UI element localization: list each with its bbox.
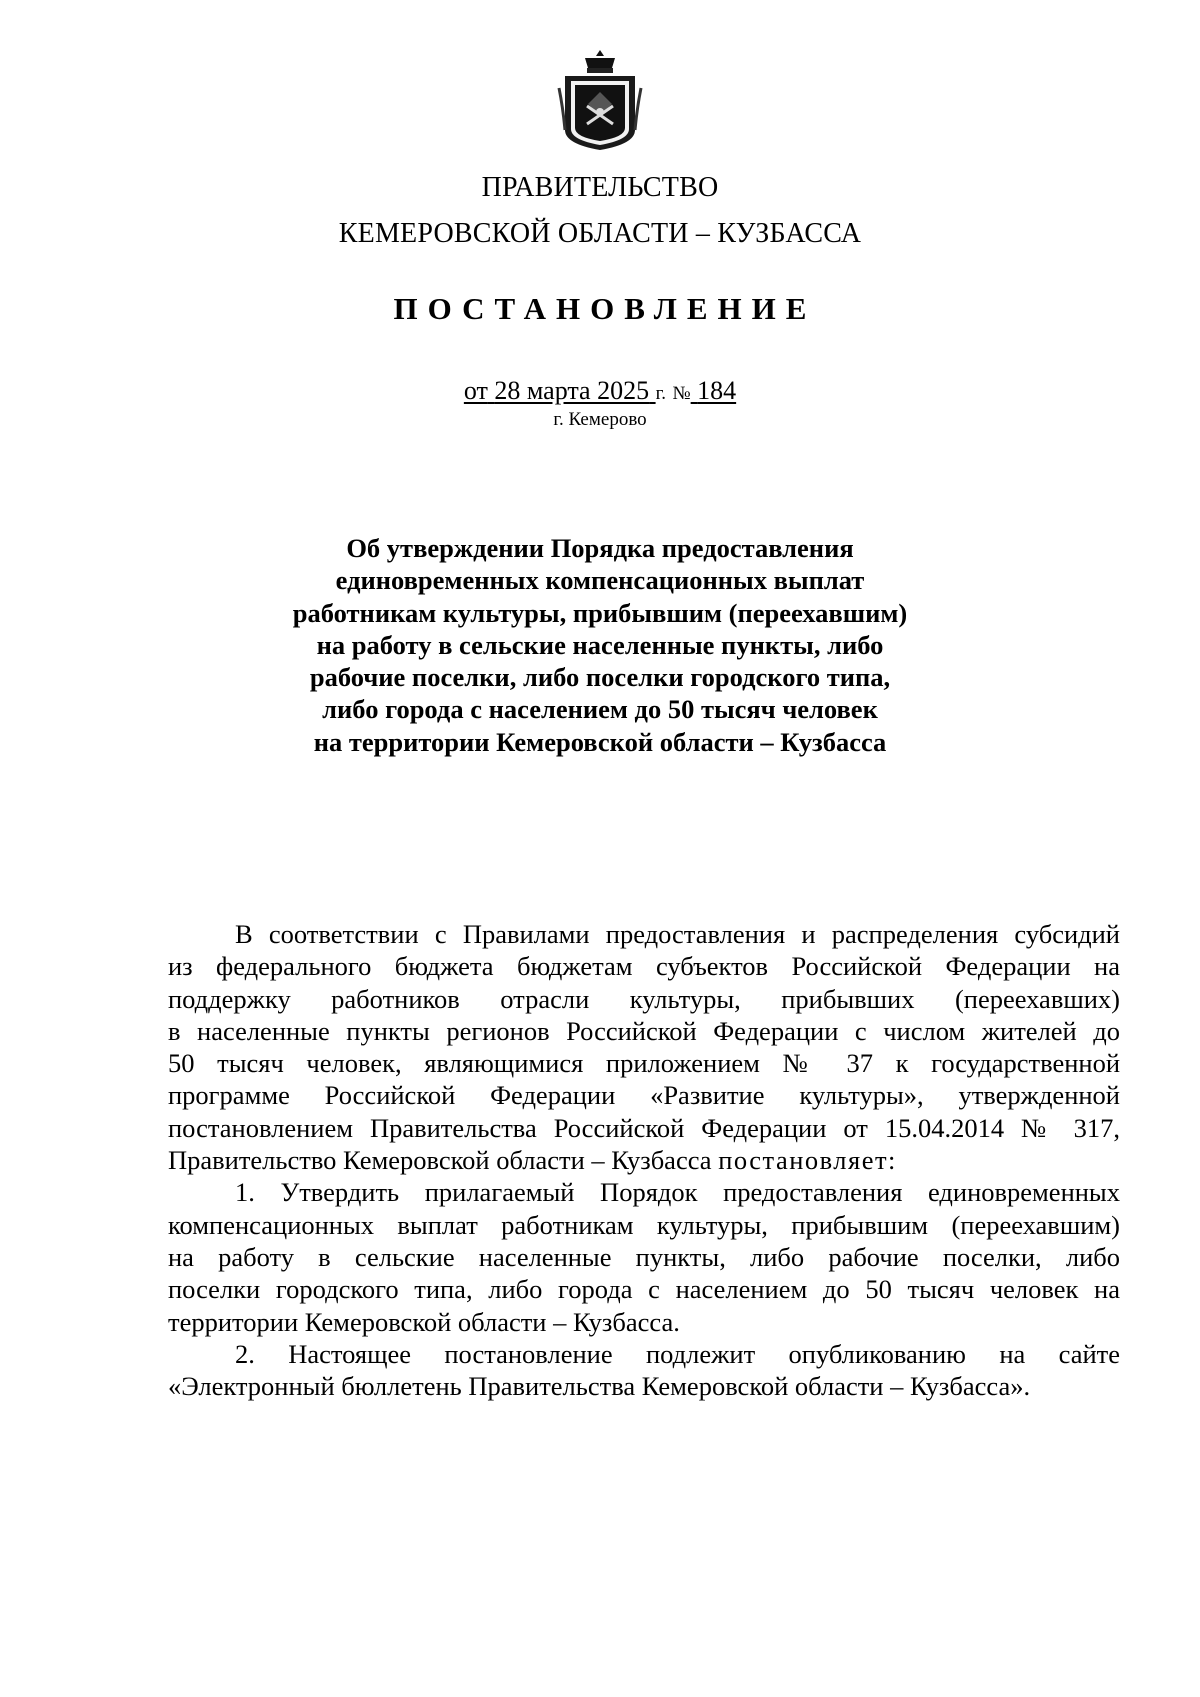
- body-line: [168, 1144, 1120, 1176]
- body-line: компенсационных выплат работникам культуры, прибывшим (переехавшим): [168, 1209, 1120, 1240]
- clause-2-line: 2. Настоящее постановление подлежит опубликованию на сайте: [235, 1338, 1120, 1369]
- coat-of-arms-icon: [557, 48, 643, 152]
- body-line: 50 тысяч человек, являющимися приложением № 37 к государственной: [168, 1048, 1120, 1079]
- clause-1-line: 1. Утвердить прилагаемый Порядок предоставления единовременных: [235, 1177, 1120, 1208]
- body-line: программе Российской Федерации «Развитие культуры», утвержденной: [168, 1080, 1120, 1111]
- body-line: из федерального бюджета бюджетам субъектов Российской Федерации на: [168, 951, 1120, 982]
- body-line-text: Правительство Кемеровской области – Кузбасса: [168, 1145, 712, 1176]
- body-line: «Электронный бюллетень Правительства Кемеровской области – Кузбасса».: [168, 1371, 1031, 1402]
- body-line: постановлением Правительства Российской Федерации от 15.04.2014 № 317,: [168, 1112, 1120, 1143]
- body-line: В соответствии с Правилами предоставления и распределения субсидий: [235, 919, 1120, 949]
- title-line: работникам культуры, прибывшим (переехавшим): [292, 597, 908, 628]
- title-line: рабочие поселки, либо поселки городского типа,: [309, 662, 891, 693]
- title-line: на территории Кемеровской области – Кузбасса: [313, 726, 887, 757]
- body-line: территории Кемеровской области – Кузбасса.: [168, 1306, 680, 1337]
- document-date: 28 марта 2025: [494, 376, 650, 405]
- year-suffix: г.: [655, 383, 666, 404]
- body-line: поселки городского типа, либо города с населением до 50 тысяч человек на: [168, 1274, 1120, 1305]
- org-name-line1: ПРАВИТЕЛЬСТВО: [481, 172, 719, 203]
- document-title: [260, 532, 940, 758]
- title-line: единовременных компенсационных выплат: [335, 565, 865, 596]
- document-number: 184: [697, 376, 737, 405]
- body-line: поддержку работников отрасли культуры, прибывших (переехавших): [168, 983, 1120, 1014]
- number-sign: №: [672, 383, 691, 404]
- body-line: на работу в сельские населенные пункты, либо рабочие поселки, либо: [168, 1241, 1120, 1272]
- title-line: на работу в сельские населенные пункты, либо: [316, 629, 884, 660]
- document-type: ПОСТАНОВЛЕНИЕ: [393, 291, 817, 326]
- date-number-line: [0, 376, 1200, 406]
- org-name-line2: КЕМЕРОВСКОЙ ОБЛАСТИ – КУЗБАССА: [338, 218, 862, 249]
- document-body: [168, 918, 1120, 1402]
- document-city: г. Кемерово: [553, 409, 647, 430]
- title-line: Об утверждении Порядка предоставления: [346, 533, 854, 563]
- date-prefix: от: [463, 376, 488, 405]
- title-line: либо города с населением до 50 тысяч человек: [322, 694, 878, 725]
- resolves-word: постановляет:: [718, 1145, 897, 1176]
- body-line: в населенные пункты регионов Российской Федерации с числом жителей до: [168, 1015, 1120, 1046]
